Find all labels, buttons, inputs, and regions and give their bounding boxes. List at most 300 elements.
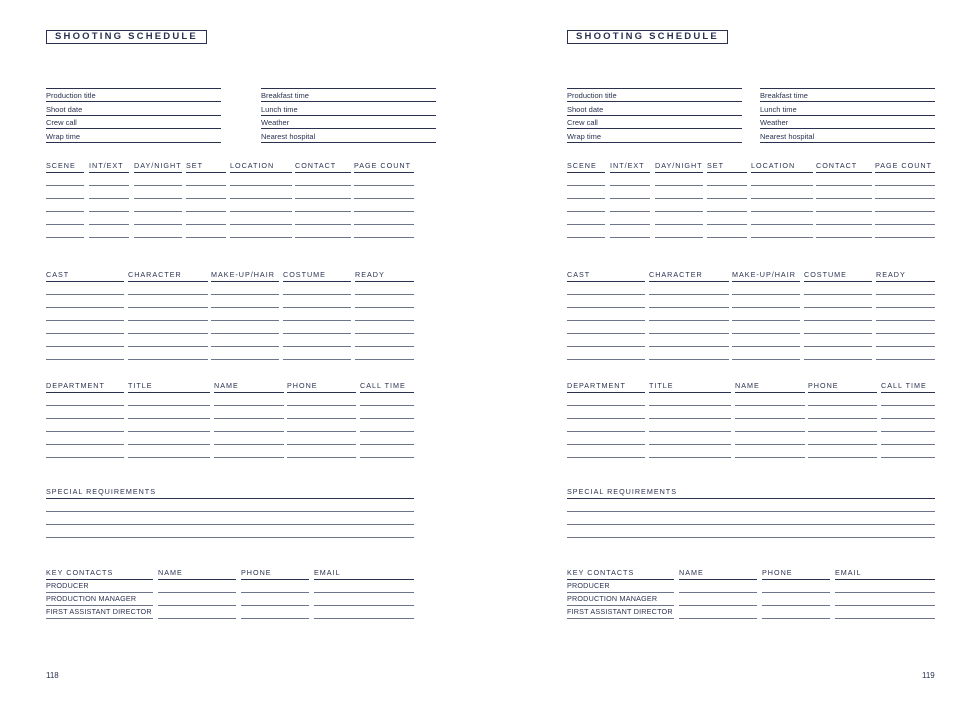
key-contacts-cell-line[interactable] bbox=[835, 592, 935, 593]
cast-header-rule bbox=[355, 281, 414, 282]
dept-cell-line[interactable] bbox=[881, 457, 935, 458]
cast-cell-line[interactable] bbox=[211, 346, 279, 347]
scene-header: LOCATION bbox=[751, 161, 796, 170]
cast-header: CAST bbox=[567, 270, 591, 279]
key-contacts-header-rule bbox=[314, 579, 414, 580]
scene-cell-line[interactable] bbox=[875, 185, 935, 186]
scene-cell-line[interactable] bbox=[567, 211, 605, 212]
dept-header: TITLE bbox=[128, 381, 153, 390]
key-contacts-header: NAME bbox=[679, 568, 704, 577]
scene-cell-line[interactable] bbox=[46, 198, 84, 199]
scene-cell-line[interactable] bbox=[567, 185, 605, 186]
scene-cell-line[interactable] bbox=[707, 224, 747, 225]
scene-cell-line[interactable] bbox=[816, 198, 872, 199]
cast-cell-line[interactable] bbox=[283, 346, 351, 347]
scene-cell-line[interactable] bbox=[186, 211, 226, 212]
scene-header-rule bbox=[46, 172, 84, 173]
page-title: SHOOTING SCHEDULE bbox=[567, 30, 728, 44]
scene-cell-line[interactable] bbox=[134, 237, 182, 238]
scene-cell-line[interactable] bbox=[610, 211, 650, 212]
cast-cell-line[interactable] bbox=[128, 307, 208, 308]
cast-header-rule bbox=[649, 281, 729, 282]
dept-cell-line[interactable] bbox=[649, 457, 731, 458]
dept-cell-line[interactable] bbox=[46, 457, 124, 458]
scene-header-rule bbox=[655, 172, 703, 173]
dept-cell-line[interactable] bbox=[808, 418, 877, 419]
scene-header: SCENE bbox=[567, 161, 597, 170]
special-requirements-heading: SPECIAL REQUIREMENTS bbox=[567, 487, 677, 496]
scene-cell-line[interactable] bbox=[816, 224, 872, 225]
cast-cell-line[interactable] bbox=[732, 359, 800, 360]
scene-cell-line[interactable] bbox=[46, 185, 84, 186]
info-label: Breakfast time bbox=[760, 91, 808, 100]
dept-cell-line[interactable] bbox=[214, 444, 284, 445]
dept-cell-line[interactable] bbox=[287, 457, 356, 458]
scene-cell-line[interactable] bbox=[655, 211, 703, 212]
cast-cell-line[interactable] bbox=[211, 320, 279, 321]
dept-header: DEPARTMENT bbox=[567, 381, 626, 390]
dept-header: PHONE bbox=[808, 381, 839, 390]
dept-cell-line[interactable] bbox=[567, 431, 645, 432]
cast-cell-line[interactable] bbox=[804, 359, 872, 360]
cast-cell-line[interactable] bbox=[732, 320, 800, 321]
key-contacts-cell-line[interactable] bbox=[679, 618, 757, 619]
info-field-line[interactable] bbox=[760, 115, 935, 116]
info-field-line[interactable] bbox=[760, 101, 935, 102]
special-requirements-heading: SPECIAL REQUIREMENTS bbox=[46, 487, 156, 496]
info-field-line[interactable] bbox=[567, 142, 742, 143]
scene-cell-line[interactable] bbox=[707, 198, 747, 199]
scene-cell-line[interactable] bbox=[134, 198, 182, 199]
cast-cell-line[interactable] bbox=[355, 307, 414, 308]
scene-header-rule bbox=[751, 172, 813, 173]
special-requirements-line[interactable] bbox=[567, 537, 935, 538]
info-field-line[interactable] bbox=[760, 128, 935, 129]
scene-cell-line[interactable] bbox=[89, 237, 129, 238]
dept-cell-line[interactable] bbox=[214, 418, 284, 419]
dept-header-rule bbox=[567, 392, 645, 393]
cast-cell-line[interactable] bbox=[283, 320, 351, 321]
dept-header: DEPARTMENT bbox=[46, 381, 105, 390]
cast-header: CHARACTER bbox=[649, 270, 703, 279]
scene-header: DAY/NIGHT bbox=[134, 161, 182, 170]
scene-header: CONTACT bbox=[816, 161, 858, 170]
info-field-line[interactable] bbox=[261, 115, 436, 116]
scene-cell-line[interactable] bbox=[655, 224, 703, 225]
scene-cell-line[interactable] bbox=[610, 224, 650, 225]
cast-cell-line[interactable] bbox=[355, 320, 414, 321]
info-field-line[interactable] bbox=[261, 142, 436, 143]
dept-header-rule bbox=[881, 392, 935, 393]
cast-header-rule bbox=[283, 281, 351, 282]
info-label: Crew call bbox=[46, 118, 77, 127]
scene-cell-line[interactable] bbox=[89, 185, 129, 186]
key-contacts-header: NAME bbox=[158, 568, 183, 577]
scene-cell-line[interactable] bbox=[875, 198, 935, 199]
key-contact-role: PRODUCTION MANAGER bbox=[567, 594, 658, 603]
scene-cell-line[interactable] bbox=[707, 211, 747, 212]
key-contact-role-line bbox=[567, 618, 674, 619]
cast-cell-line[interactable] bbox=[732, 294, 800, 295]
cast-cell-line[interactable] bbox=[46, 294, 124, 295]
scene-cell-line[interactable] bbox=[567, 198, 605, 199]
scene-cell-line[interactable] bbox=[751, 211, 813, 212]
dept-header-rule bbox=[649, 392, 731, 393]
key-contacts-cell-line[interactable] bbox=[241, 605, 309, 606]
dept-cell-line[interactable] bbox=[649, 418, 731, 419]
info-label: Nearest hospital bbox=[261, 131, 316, 141]
info-top-rule bbox=[261, 88, 436, 89]
dept-cell-line[interactable] bbox=[735, 418, 805, 419]
special-requirements-line[interactable] bbox=[567, 524, 935, 525]
key-contacts-cell-line[interactable] bbox=[241, 618, 309, 619]
cast-cell-line[interactable] bbox=[732, 346, 800, 347]
key-contacts-cell-line[interactable] bbox=[835, 605, 935, 606]
cast-header: READY bbox=[355, 270, 385, 279]
special-requirements-line[interactable] bbox=[46, 511, 414, 512]
scene-cell-line[interactable] bbox=[46, 211, 84, 212]
dept-cell-line[interactable] bbox=[360, 405, 414, 406]
scene-header: INT/EXT bbox=[89, 161, 124, 170]
scene-cell-line[interactable] bbox=[751, 185, 813, 186]
dept-cell-line[interactable] bbox=[287, 418, 356, 419]
dept-cell-line[interactable] bbox=[46, 431, 124, 432]
cast-cell-line[interactable] bbox=[283, 294, 351, 295]
scene-header-rule bbox=[610, 172, 650, 173]
scene-cell-line[interactable] bbox=[230, 198, 292, 199]
scene-cell-line[interactable] bbox=[610, 185, 650, 186]
cast-cell-line[interactable] bbox=[876, 346, 935, 347]
scene-cell-line[interactable] bbox=[567, 224, 605, 225]
scene-cell-line[interactable] bbox=[295, 224, 351, 225]
dept-cell-line[interactable] bbox=[214, 457, 284, 458]
scene-cell-line[interactable] bbox=[354, 224, 414, 225]
scene-cell-line[interactable] bbox=[295, 198, 351, 199]
key-contact-role: FIRST ASSISTANT DIRECTOR bbox=[567, 607, 673, 616]
info-label: Lunch time bbox=[261, 104, 298, 114]
dept-cell-line[interactable] bbox=[808, 431, 877, 432]
dept-cell-line[interactable] bbox=[735, 444, 805, 445]
info-field-line[interactable] bbox=[46, 115, 221, 116]
key-contacts-cell-line[interactable] bbox=[158, 618, 236, 619]
scene-cell-line[interactable] bbox=[89, 198, 129, 199]
cast-cell-line[interactable] bbox=[567, 359, 645, 360]
dept-cell-line[interactable] bbox=[735, 431, 805, 432]
info-field-line[interactable] bbox=[46, 142, 221, 143]
info-field-line[interactable] bbox=[261, 101, 436, 102]
cast-header-rule bbox=[876, 281, 935, 282]
scene-header: SET bbox=[186, 161, 203, 170]
cast-cell-line[interactable] bbox=[649, 294, 729, 295]
cast-cell-line[interactable] bbox=[732, 307, 800, 308]
cast-cell-line[interactable] bbox=[876, 333, 935, 334]
special-requirements-line[interactable] bbox=[567, 511, 935, 512]
key-contacts-header: EMAIL bbox=[835, 568, 862, 577]
cast-cell-line[interactable] bbox=[567, 307, 645, 308]
dept-header-rule bbox=[360, 392, 414, 393]
key-contacts-cell-line[interactable] bbox=[835, 618, 935, 619]
scene-cell-line[interactable] bbox=[707, 185, 747, 186]
dept-cell-line[interactable] bbox=[128, 431, 210, 432]
scene-cell-line[interactable] bbox=[875, 237, 935, 238]
scene-cell-line[interactable] bbox=[186, 224, 226, 225]
key-contacts-cell-line[interactable] bbox=[679, 605, 757, 606]
scene-cell-line[interactable] bbox=[230, 185, 292, 186]
page-number: 119 bbox=[922, 671, 935, 680]
cast-header: CHARACTER bbox=[128, 270, 182, 279]
cast-cell-line[interactable] bbox=[128, 320, 208, 321]
dept-cell-line[interactable] bbox=[735, 457, 805, 458]
info-label: Weather bbox=[760, 118, 789, 127]
info-label: Crew call bbox=[567, 118, 598, 127]
special-requirements-line[interactable] bbox=[46, 524, 414, 525]
info-label: Lunch time bbox=[760, 104, 797, 114]
key-contacts-cell-line[interactable] bbox=[158, 605, 236, 606]
scene-cell-line[interactable] bbox=[295, 185, 351, 186]
scene-header-rule bbox=[134, 172, 182, 173]
dept-header: NAME bbox=[735, 381, 760, 390]
info-label: Wrap time bbox=[567, 131, 602, 141]
cast-cell-line[interactable] bbox=[567, 320, 645, 321]
dept-cell-line[interactable] bbox=[128, 418, 210, 419]
key-contacts-heading: KEY CONTACTS bbox=[567, 568, 635, 577]
cast-cell-line[interactable] bbox=[46, 320, 124, 321]
special-requirements-line[interactable] bbox=[46, 537, 414, 538]
info-field-line[interactable] bbox=[567, 115, 742, 116]
scene-cell-line[interactable] bbox=[186, 185, 226, 186]
info-field-line[interactable] bbox=[567, 101, 742, 102]
cast-cell-line[interactable] bbox=[128, 359, 208, 360]
dept-cell-line[interactable] bbox=[808, 444, 877, 445]
key-contacts-rule bbox=[567, 579, 674, 580]
cast-cell-line[interactable] bbox=[804, 320, 872, 321]
dept-cell-line[interactable] bbox=[881, 431, 935, 432]
key-contacts-cell-line[interactable] bbox=[762, 618, 830, 619]
cast-cell-line[interactable] bbox=[211, 307, 279, 308]
cast-header-rule bbox=[804, 281, 872, 282]
key-contacts-cell-line[interactable] bbox=[314, 618, 414, 619]
dept-cell-line[interactable] bbox=[649, 444, 731, 445]
key-contacts-cell-line[interactable] bbox=[679, 592, 757, 593]
info-field-line[interactable] bbox=[261, 128, 436, 129]
scene-header: SET bbox=[707, 161, 724, 170]
scene-header-rule bbox=[875, 172, 935, 173]
dept-cell-line[interactable] bbox=[360, 444, 414, 445]
scene-header-rule bbox=[230, 172, 292, 173]
key-contact-role: PRODUCER bbox=[46, 581, 89, 590]
info-field-line[interactable] bbox=[46, 101, 221, 102]
scene-header-rule bbox=[816, 172, 872, 173]
cast-cell-line[interactable] bbox=[128, 333, 208, 334]
dept-cell-line[interactable] bbox=[360, 457, 414, 458]
key-contacts-cell-line[interactable] bbox=[314, 605, 414, 606]
cast-cell-line[interactable] bbox=[649, 333, 729, 334]
cast-cell-line[interactable] bbox=[732, 333, 800, 334]
dept-cell-line[interactable] bbox=[287, 431, 356, 432]
cast-cell-line[interactable] bbox=[804, 294, 872, 295]
scene-cell-line[interactable] bbox=[816, 237, 872, 238]
scene-cell-line[interactable] bbox=[610, 198, 650, 199]
scene-cell-line[interactable] bbox=[134, 224, 182, 225]
info-label: Shoot date bbox=[567, 104, 604, 114]
dept-cell-line[interactable] bbox=[46, 405, 124, 406]
key-contacts-cell-line[interactable] bbox=[762, 605, 830, 606]
key-contact-role-line bbox=[46, 605, 153, 606]
cast-cell-line[interactable] bbox=[355, 346, 414, 347]
scene-cell-line[interactable] bbox=[354, 185, 414, 186]
cast-cell-line[interactable] bbox=[46, 359, 124, 360]
scene-cell-line[interactable] bbox=[134, 211, 182, 212]
cast-cell-line[interactable] bbox=[804, 307, 872, 308]
scene-cell-line[interactable] bbox=[751, 224, 813, 225]
scene-cell-line[interactable] bbox=[354, 237, 414, 238]
scene-cell-line[interactable] bbox=[816, 185, 872, 186]
cast-cell-line[interactable] bbox=[128, 346, 208, 347]
scene-header: DAY/NIGHT bbox=[655, 161, 703, 170]
scene-cell-line[interactable] bbox=[46, 237, 84, 238]
dept-cell-line[interactable] bbox=[214, 405, 284, 406]
scene-cell-line[interactable] bbox=[567, 237, 605, 238]
scene-cell-line[interactable] bbox=[134, 185, 182, 186]
key-contacts-header: PHONE bbox=[762, 568, 793, 577]
key-contacts-cell-line[interactable] bbox=[241, 592, 309, 593]
dept-cell-line[interactable] bbox=[567, 457, 645, 458]
dept-cell-line[interactable] bbox=[567, 405, 645, 406]
key-contact-role-line bbox=[46, 618, 153, 619]
key-contacts-header: EMAIL bbox=[314, 568, 341, 577]
scene-cell-line[interactable] bbox=[89, 211, 129, 212]
dept-cell-line[interactable] bbox=[46, 444, 124, 445]
dept-cell-line[interactable] bbox=[649, 431, 731, 432]
scene-header: SCENE bbox=[46, 161, 76, 170]
scene-cell-line[interactable] bbox=[186, 198, 226, 199]
dept-cell-line[interactable] bbox=[649, 405, 731, 406]
scene-cell-line[interactable] bbox=[295, 211, 351, 212]
key-contacts-header-rule bbox=[158, 579, 236, 580]
cast-cell-line[interactable] bbox=[211, 333, 279, 334]
scene-cell-line[interactable] bbox=[354, 211, 414, 212]
cast-cell-line[interactable] bbox=[355, 294, 414, 295]
dept-cell-line[interactable] bbox=[128, 405, 210, 406]
cast-cell-line[interactable] bbox=[128, 294, 208, 295]
cast-cell-line[interactable] bbox=[649, 307, 729, 308]
cast-cell-line[interactable] bbox=[876, 294, 935, 295]
scene-header: PAGE COUNT bbox=[354, 161, 411, 170]
cast-cell-line[interactable] bbox=[804, 346, 872, 347]
dept-cell-line[interactable] bbox=[881, 418, 935, 419]
scene-cell-line[interactable] bbox=[655, 185, 703, 186]
cast-cell-line[interactable] bbox=[649, 359, 729, 360]
cast-cell-line[interactable] bbox=[567, 333, 645, 334]
scene-cell-line[interactable] bbox=[655, 198, 703, 199]
scene-cell-line[interactable] bbox=[230, 211, 292, 212]
key-contacts-cell-line[interactable] bbox=[158, 592, 236, 593]
scene-cell-line[interactable] bbox=[751, 198, 813, 199]
dept-header-rule bbox=[214, 392, 284, 393]
dept-header: NAME bbox=[214, 381, 239, 390]
scene-cell-line[interactable] bbox=[230, 237, 292, 238]
cast-cell-line[interactable] bbox=[46, 346, 124, 347]
scene-cell-line[interactable] bbox=[875, 224, 935, 225]
cast-cell-line[interactable] bbox=[876, 320, 935, 321]
scene-cell-line[interactable] bbox=[875, 211, 935, 212]
scene-cell-line[interactable] bbox=[354, 198, 414, 199]
key-contact-role-line bbox=[567, 592, 674, 593]
dept-cell-line[interactable] bbox=[567, 418, 645, 419]
scene-cell-line[interactable] bbox=[751, 237, 813, 238]
cast-cell-line[interactable] bbox=[283, 333, 351, 334]
scene-cell-line[interactable] bbox=[610, 237, 650, 238]
dept-cell-line[interactable] bbox=[881, 444, 935, 445]
scene-cell-line[interactable] bbox=[230, 224, 292, 225]
info-label: Breakfast time bbox=[261, 91, 309, 100]
dept-cell-line[interactable] bbox=[808, 405, 877, 406]
scene-cell-line[interactable] bbox=[816, 211, 872, 212]
cast-cell-line[interactable] bbox=[211, 359, 279, 360]
scene-cell-line[interactable] bbox=[655, 237, 703, 238]
dept-cell-line[interactable] bbox=[808, 457, 877, 458]
cast-header-rule bbox=[46, 281, 124, 282]
cast-cell-line[interactable] bbox=[567, 294, 645, 295]
scene-header-rule bbox=[707, 172, 747, 173]
dept-header: PHONE bbox=[287, 381, 318, 390]
info-label: Weather bbox=[261, 118, 290, 127]
dept-cell-line[interactable] bbox=[128, 457, 210, 458]
dept-header-rule bbox=[46, 392, 124, 393]
cast-cell-line[interactable] bbox=[283, 307, 351, 308]
cast-cell-line[interactable] bbox=[355, 333, 414, 334]
dept-cell-line[interactable] bbox=[735, 405, 805, 406]
info-field-line[interactable] bbox=[46, 128, 221, 129]
key-contacts-cell-line[interactable] bbox=[762, 592, 830, 593]
dept-cell-line[interactable] bbox=[214, 431, 284, 432]
cast-cell-line[interactable] bbox=[46, 307, 124, 308]
scene-cell-line[interactable] bbox=[46, 224, 84, 225]
dept-cell-line[interactable] bbox=[360, 418, 414, 419]
scene-cell-line[interactable] bbox=[186, 237, 226, 238]
dept-cell-line[interactable] bbox=[360, 431, 414, 432]
key-contacts-header-rule bbox=[241, 579, 309, 580]
key-contact-role: FIRST ASSISTANT DIRECTOR bbox=[46, 607, 152, 616]
cast-header: COSTUME bbox=[283, 270, 326, 279]
cast-cell-line[interactable] bbox=[355, 359, 414, 360]
key-contacts-cell-line[interactable] bbox=[314, 592, 414, 593]
scene-cell-line[interactable] bbox=[295, 237, 351, 238]
scene-cell-line[interactable] bbox=[707, 237, 747, 238]
info-field-line[interactable] bbox=[760, 142, 935, 143]
cast-cell-line[interactable] bbox=[876, 307, 935, 308]
cast-cell-line[interactable] bbox=[804, 333, 872, 334]
scene-cell-line[interactable] bbox=[89, 224, 129, 225]
cast-cell-line[interactable] bbox=[649, 346, 729, 347]
dept-cell-line[interactable] bbox=[287, 405, 356, 406]
cast-cell-line[interactable] bbox=[876, 359, 935, 360]
info-field-line[interactable] bbox=[567, 128, 742, 129]
cast-cell-line[interactable] bbox=[649, 320, 729, 321]
dept-cell-line[interactable] bbox=[567, 444, 645, 445]
scene-header-rule bbox=[89, 172, 129, 173]
dept-header-rule bbox=[128, 392, 210, 393]
cast-header-rule bbox=[732, 281, 800, 282]
dept-cell-line[interactable] bbox=[128, 444, 210, 445]
dept-cell-line[interactable] bbox=[287, 444, 356, 445]
dept-cell-line[interactable] bbox=[881, 405, 935, 406]
cast-cell-line[interactable] bbox=[567, 346, 645, 347]
cast-cell-line[interactable] bbox=[211, 294, 279, 295]
dept-cell-line[interactable] bbox=[46, 418, 124, 419]
cast-cell-line[interactable] bbox=[46, 333, 124, 334]
cast-cell-line[interactable] bbox=[283, 359, 351, 360]
